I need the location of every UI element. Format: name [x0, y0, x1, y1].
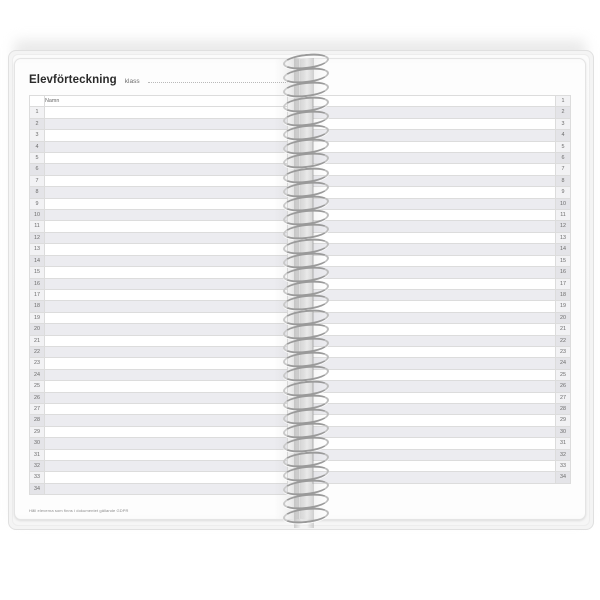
left-sheet — [15, 59, 300, 519]
row-number: 30 — [30, 438, 45, 449]
student-table-left — [29, 95, 288, 495]
left-page — [14, 58, 301, 520]
table-row[interactable] — [313, 210, 571, 221]
row-name-field[interactable] — [45, 118, 288, 129]
spiral-coil — [282, 423, 326, 436]
row-name-field[interactable] — [45, 107, 288, 118]
row-name-field[interactable] — [45, 232, 288, 243]
row-name-field[interactable] — [313, 210, 556, 221]
spiral-coil — [282, 111, 326, 124]
row-number: 7 — [556, 164, 571, 175]
row-number: 28 — [556, 403, 571, 414]
row-name-field[interactable] — [313, 312, 556, 323]
table-row[interactable] — [30, 472, 288, 483]
row-number: 17 — [556, 278, 571, 289]
table-row[interactable] — [313, 381, 571, 392]
row-name-field[interactable] — [313, 187, 556, 198]
row-name-field[interactable] — [45, 392, 288, 403]
gdpr-footnote: Håll eleverna som finns i dokumentet gällande GDPR — [29, 508, 129, 513]
row-number: 26 — [556, 381, 571, 392]
row-name-field[interactable] — [313, 381, 556, 392]
row-number: 25 — [30, 381, 45, 392]
table-row[interactable] — [30, 198, 288, 209]
table-row[interactable] — [30, 164, 288, 175]
row-number: 19 — [30, 312, 45, 323]
table-row[interactable] — [30, 369, 288, 380]
row-name-field[interactable] — [313, 118, 556, 129]
row-number: 14 — [556, 244, 571, 255]
row-name-field[interactable] — [45, 472, 288, 483]
spiral-coil — [282, 338, 326, 351]
table-row[interactable] — [313, 255, 571, 266]
row-number: 12 — [30, 232, 45, 243]
table-row[interactable] — [30, 461, 288, 472]
row-name-field[interactable] — [313, 96, 556, 107]
row-name-field[interactable] — [45, 415, 288, 426]
table-row[interactable] — [313, 267, 571, 278]
row-name-field[interactable] — [313, 255, 556, 266]
row-number: 20 — [30, 324, 45, 335]
table-row[interactable] — [30, 358, 288, 369]
table-row[interactable] — [30, 415, 288, 426]
row-name-field[interactable] — [313, 221, 556, 232]
row-number: 15 — [556, 255, 571, 266]
spiral-coil — [282, 210, 326, 223]
spiral-coil — [282, 182, 326, 195]
row-name-field[interactable] — [45, 335, 288, 346]
table-row[interactable] — [313, 278, 571, 289]
table-row[interactable] — [313, 232, 571, 243]
row-name-field[interactable] — [313, 107, 556, 118]
table-row[interactable] — [30, 175, 288, 186]
row-name-field[interactable] — [45, 438, 288, 449]
spiral-coil — [282, 366, 326, 379]
row-number: 21 — [556, 324, 571, 335]
row-name-field[interactable] — [313, 449, 556, 460]
row-number: 11 — [556, 210, 571, 221]
table-row[interactable] — [313, 346, 571, 357]
row-name-field[interactable] — [313, 278, 556, 289]
row-number: 12 — [556, 221, 571, 232]
table-row[interactable] — [313, 153, 571, 164]
row-number: 2 — [30, 118, 45, 129]
row-number: 1 — [30, 107, 45, 118]
spiral-coil — [282, 480, 326, 493]
row-name-field[interactable] — [313, 426, 556, 437]
row-name-field[interactable] — [45, 483, 288, 494]
spiral-coil — [282, 352, 326, 365]
table-row[interactable] — [30, 346, 288, 357]
row-name-field[interactable] — [313, 324, 556, 335]
table-row[interactable] — [313, 175, 571, 186]
row-number: 25 — [556, 369, 571, 380]
table-row[interactable] — [313, 244, 571, 255]
table-row[interactable] — [30, 232, 288, 243]
table-row[interactable] — [30, 187, 288, 198]
row-number: 7 — [30, 175, 45, 186]
table-row[interactable] — [30, 118, 288, 129]
row-name-field[interactable] — [45, 381, 288, 392]
spiral-coil — [282, 253, 326, 266]
row-number: 3 — [30, 130, 45, 141]
row-number: 9 — [30, 198, 45, 209]
student-table-right — [312, 95, 571, 484]
page-title: Elevförteckning — [29, 74, 117, 86]
row-name-field[interactable] — [313, 472, 556, 483]
row-number: 23 — [556, 346, 571, 357]
row-name-field[interactable] — [45, 358, 288, 369]
row-number: 16 — [556, 267, 571, 278]
row-name-field[interactable] — [45, 141, 288, 152]
row-number: 34 — [556, 472, 571, 483]
row-number: 15 — [30, 267, 45, 278]
row-number: 8 — [556, 175, 571, 186]
table-row[interactable] — [30, 107, 288, 118]
header-name: Namn — [45, 96, 288, 107]
row-number: 32 — [556, 449, 571, 460]
row-name-field[interactable] — [313, 392, 556, 403]
row-number: 22 — [30, 346, 45, 357]
row-name-field[interactable] — [313, 141, 556, 152]
table-row[interactable] — [313, 96, 571, 107]
table-row[interactable] — [313, 301, 571, 312]
spiral-coil — [282, 324, 326, 337]
row-name-field[interactable] — [313, 415, 556, 426]
row-name-field[interactable] — [313, 164, 556, 175]
table-row[interactable] — [30, 244, 288, 255]
spiral-coil — [282, 68, 326, 81]
spiral-coil — [282, 168, 326, 181]
table-row[interactable] — [30, 381, 288, 392]
row-name-field[interactable] — [45, 221, 288, 232]
row-name-field[interactable] — [45, 175, 288, 186]
table-row[interactable] — [30, 278, 288, 289]
row-name-field[interactable] — [45, 403, 288, 414]
row-name-field[interactable] — [313, 267, 556, 278]
row-number: 24 — [30, 369, 45, 380]
table-row[interactable] — [30, 301, 288, 312]
row-name-field[interactable] — [45, 278, 288, 289]
row-number: 11 — [30, 221, 45, 232]
title-row — [29, 73, 288, 91]
spiral-coil — [282, 153, 326, 166]
spiral-coil — [282, 409, 326, 422]
spiral-coil — [282, 295, 326, 308]
spiral-coil — [282, 494, 326, 507]
table-row[interactable] — [30, 130, 288, 141]
row-number: 9 — [556, 187, 571, 198]
table-row[interactable] — [30, 449, 288, 460]
spiral-coil — [282, 508, 326, 521]
row-number: 29 — [30, 426, 45, 437]
table-row[interactable] — [313, 461, 571, 472]
row-name-field[interactable] — [313, 346, 556, 357]
row-number: 5 — [556, 141, 571, 152]
spiral-coil — [282, 224, 326, 237]
row-name-field[interactable] — [45, 346, 288, 357]
row-number: 29 — [556, 415, 571, 426]
row-name-field[interactable] — [45, 255, 288, 266]
spiral-coil — [282, 97, 326, 110]
row-number: 3 — [556, 118, 571, 129]
row-name-field[interactable] — [45, 210, 288, 221]
row-name-field[interactable] — [313, 153, 556, 164]
row-number: 18 — [556, 289, 571, 300]
right-sheet — [300, 59, 585, 519]
table-row[interactable] — [313, 164, 571, 175]
row-number: 34 — [30, 483, 45, 494]
row-name-field[interactable] — [313, 369, 556, 380]
klass-input-line[interactable] — [148, 73, 288, 83]
row-name-field[interactable] — [45, 267, 288, 278]
row-name-field[interactable] — [313, 198, 556, 209]
spiral-coil — [282, 54, 326, 67]
row-number: 26 — [30, 392, 45, 403]
table-row[interactable] — [313, 141, 571, 152]
row-number: 33 — [30, 472, 45, 483]
row-name-field[interactable] — [45, 324, 288, 335]
table-row[interactable] — [30, 267, 288, 278]
spiral-coil — [282, 125, 326, 138]
row-name-field[interactable] — [45, 312, 288, 323]
row-name-field[interactable] — [45, 244, 288, 255]
table-row[interactable] — [313, 472, 571, 483]
table-row[interactable] — [313, 358, 571, 369]
row-number: 17 — [30, 289, 45, 300]
table-row[interactable] — [313, 449, 571, 460]
table-row[interactable] — [313, 369, 571, 380]
row-name-field[interactable] — [45, 130, 288, 141]
spiral-coil — [282, 139, 326, 152]
row-number: 28 — [30, 415, 45, 426]
spiral-coil — [282, 437, 326, 450]
row-number: 22 — [556, 335, 571, 346]
table-row[interactable] — [313, 392, 571, 403]
row-number: 10 — [556, 198, 571, 209]
row-name-field[interactable] — [313, 130, 556, 141]
table-row[interactable] — [30, 153, 288, 164]
table-row[interactable] — [313, 324, 571, 335]
table-row[interactable] — [30, 403, 288, 414]
row-number: 23 — [30, 358, 45, 369]
row-number: 10 — [30, 210, 45, 221]
row-number: 31 — [30, 449, 45, 460]
table-row[interactable] — [30, 141, 288, 152]
spiral-binding — [282, 38, 326, 538]
table-row[interactable] — [30, 335, 288, 346]
row-name-field[interactable] — [45, 301, 288, 312]
row-number: 16 — [30, 278, 45, 289]
table-row[interactable] — [313, 438, 571, 449]
row-name-field[interactable] — [45, 198, 288, 209]
row-name-field[interactable] — [313, 335, 556, 346]
table-row[interactable] — [30, 289, 288, 300]
row-number: 14 — [30, 255, 45, 266]
header-number — [30, 96, 45, 107]
spiral-coil — [282, 82, 326, 95]
row-name-field[interactable] — [45, 153, 288, 164]
table-row[interactable] — [313, 118, 571, 129]
row-number: 2 — [556, 107, 571, 118]
row-name-field[interactable] — [313, 289, 556, 300]
table-row[interactable] — [313, 403, 571, 414]
row-number: 4 — [556, 130, 571, 141]
row-number: 30 — [556, 426, 571, 437]
spiral-coil — [282, 281, 326, 294]
table-row[interactable] — [313, 415, 571, 426]
spiral-coil — [282, 310, 326, 323]
spiral-coil — [282, 381, 326, 394]
table-row[interactable] — [30, 312, 288, 323]
row-number: 33 — [556, 461, 571, 472]
table-row[interactable] — [313, 426, 571, 437]
row-name-field[interactable] — [45, 164, 288, 175]
table-row[interactable] — [313, 221, 571, 232]
row-name-field[interactable] — [313, 403, 556, 414]
row-number: 27 — [556, 392, 571, 403]
table-row[interactable] — [313, 335, 571, 346]
spiral-coil — [282, 196, 326, 209]
row-name-field[interactable] — [45, 289, 288, 300]
row-number: 8 — [30, 187, 45, 198]
row-number: 5 — [30, 153, 45, 164]
row-number: 19 — [556, 301, 571, 312]
table-row[interactable] — [313, 312, 571, 323]
row-number: 24 — [556, 358, 571, 369]
row-name-field[interactable] — [45, 426, 288, 437]
spiral-coil — [282, 395, 326, 408]
row-number: 31 — [556, 438, 571, 449]
table-row[interactable] — [313, 130, 571, 141]
table-row[interactable] — [30, 210, 288, 221]
table-row[interactable] — [30, 438, 288, 449]
table-row[interactable] — [313, 198, 571, 209]
row-name-field[interactable] — [313, 175, 556, 186]
table-row[interactable] — [313, 107, 571, 118]
row-number: 1 — [556, 96, 571, 107]
table-row[interactable] — [313, 187, 571, 198]
spiral-coil — [282, 452, 326, 465]
table-row[interactable] — [30, 483, 288, 494]
table-row[interactable] — [30, 324, 288, 335]
row-number: 6 — [556, 153, 571, 164]
row-number: 4 — [30, 141, 45, 152]
row-number: 27 — [30, 403, 45, 414]
row-name-field[interactable] — [45, 369, 288, 380]
klass-label: klass — [124, 78, 140, 85]
table-row[interactable] — [313, 289, 571, 300]
row-number: 20 — [556, 312, 571, 323]
row-name-field[interactable] — [313, 461, 556, 472]
row-name-field[interactable] — [313, 244, 556, 255]
table-header-row — [30, 96, 288, 107]
row-number: 6 — [30, 164, 45, 175]
right-page — [299, 58, 586, 520]
row-number: 13 — [556, 232, 571, 243]
table-row[interactable] — [30, 392, 288, 403]
table-row[interactable] — [30, 426, 288, 437]
table-row[interactable] — [30, 221, 288, 232]
row-name-field[interactable] — [45, 461, 288, 472]
row-number: 18 — [30, 301, 45, 312]
row-name-field[interactable] — [45, 449, 288, 460]
row-number: 13 — [30, 244, 45, 255]
row-number: 21 — [30, 335, 45, 346]
row-name-field[interactable] — [313, 438, 556, 449]
row-name-field[interactable] — [313, 358, 556, 369]
spiral-coil — [282, 267, 326, 280]
row-number: 32 — [30, 461, 45, 472]
spiral-coil — [282, 466, 326, 479]
spiral-coil — [282, 239, 326, 252]
row-name-field[interactable] — [45, 187, 288, 198]
row-name-field[interactable] — [313, 232, 556, 243]
table-row[interactable] — [30, 255, 288, 266]
notebook — [8, 28, 592, 548]
row-name-field[interactable] — [313, 301, 556, 312]
